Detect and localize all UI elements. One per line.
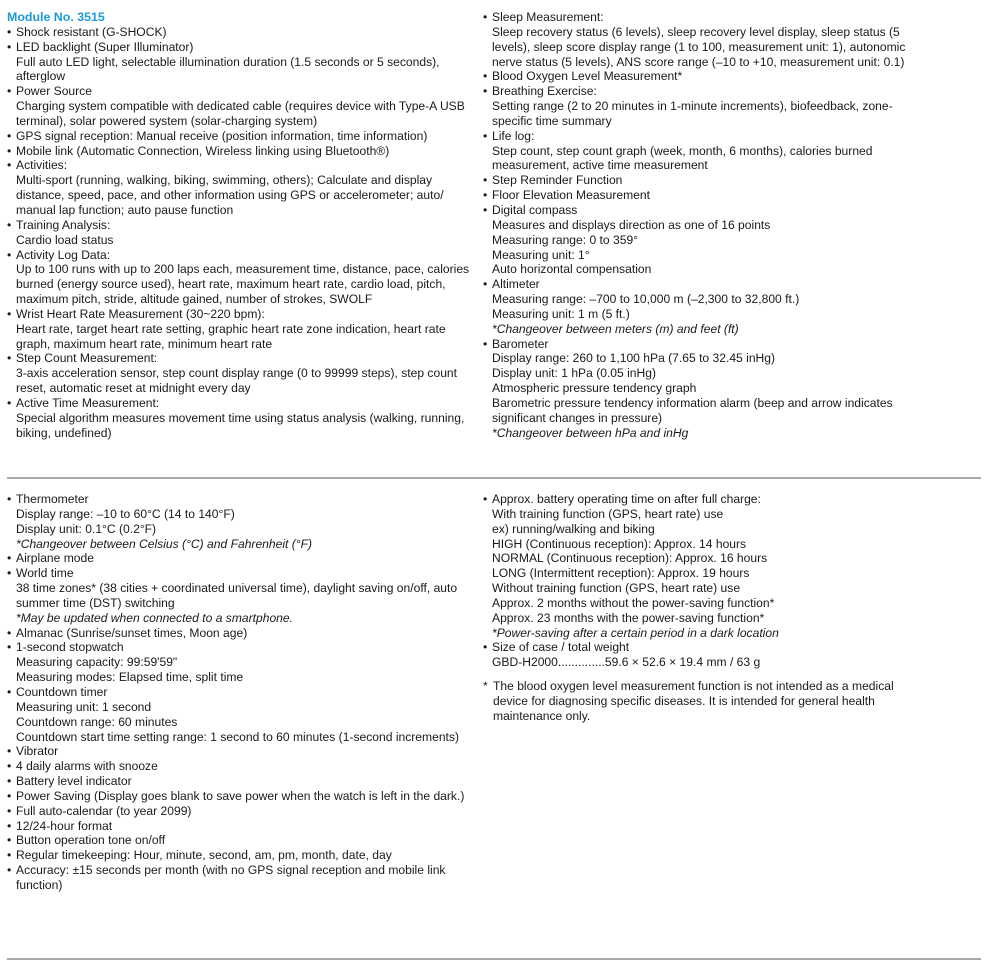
spec-item-title: Approx. battery operating time on after full charge: [492, 492, 761, 506]
spec-item-detail: 38 time zones* (38 cities + coordinated universal time), daylight saving on/off, auto [16, 581, 458, 596]
spec-item [483, 84, 973, 129]
bullet-icon: • [7, 744, 12, 759]
spec-item-detail: Measuring unit: 1 m (5 ft.) [492, 306, 630, 321]
spec-item-title: Floor Elevation Measurement [492, 188, 650, 203]
spec-item-detail: summer time (DST) switching [16, 595, 175, 610]
spec-item-note: *Power-saving after a certain period in a dark location [492, 625, 779, 640]
spec-column-right [483, 492, 973, 724]
spec-item-detail: Barometric pressure tendency information alarm (beep and arrow indicates [492, 395, 893, 410]
spec-item [483, 10, 973, 69]
spec-column-left [7, 492, 477, 893]
bullet-icon: • [483, 69, 488, 84]
bullet-icon: • [483, 277, 488, 292]
spec-item-title: Size of case / total weight [492, 640, 630, 655]
spec-section-bottom [0, 492, 990, 962]
spec-item-title: Step Count Measurement: [16, 351, 158, 366]
spec-item-title: Activity Log Data: [16, 247, 111, 262]
bullet-icon: • [7, 84, 12, 99]
spec-item-detail: Measures and displays direction as one of 16 points [492, 217, 771, 232]
spec-item-note: *Changeover between Celsius (°C) and Fahrenheit (°F) [16, 536, 313, 551]
bullet-icon: • [483, 10, 488, 24]
bullet-icon: • [7, 39, 12, 54]
bullet-icon: • [7, 551, 12, 566]
spec-item [7, 84, 477, 129]
spec-item-title: 12/24-hour format [16, 818, 113, 833]
bullet-icon: • [7, 640, 12, 655]
spec-item-title: Button operation tone on/off [16, 833, 166, 848]
spec-item-title: Active Time Measurement: [16, 395, 160, 410]
spec-item [483, 492, 973, 640]
spec-item-title: Mobile link (Automatic Connection, Wireless linking using Bluetooth®) [16, 143, 390, 158]
spec-item [7, 144, 477, 159]
section-divider [7, 477, 981, 479]
spec-item [483, 188, 973, 203]
footnote-marker: * [483, 679, 488, 694]
spec-item-detail: GBD-H2000..............59.6 × 52.6 × 19.4 mm / 63 g [492, 655, 761, 670]
spec-item [483, 129, 973, 174]
spec-item-detail: Cardio load status [16, 232, 114, 247]
spec-item-title: Breathing Exercise: [492, 84, 597, 99]
module-title: Module No. 3515 [7, 10, 105, 24]
spec-item-title: Regular timekeeping: Hour, minute, second, am, pm, month, date, day [16, 848, 392, 863]
spec-item [483, 337, 973, 441]
spec-column-right [483, 10, 973, 440]
bullet-icon: • [7, 306, 12, 321]
spec-item [483, 640, 973, 670]
spec-item-detail: Measuring unit: 1 second [16, 699, 152, 714]
spec-item [7, 819, 477, 834]
spec-item-title: Training Analysis: [16, 217, 111, 232]
spec-item [7, 351, 477, 396]
spec-item-detail: 3-axis acceleration sensor, step count display range (0 to 99999 steps), step count [16, 366, 458, 381]
spec-item-title: Vibrator [16, 744, 59, 759]
spec-item-detail: Full auto LED light, selectable illumination duration (1.5 seconds or 5 seconds), [16, 54, 440, 69]
bullet-icon: • [483, 173, 488, 188]
spec-item [7, 307, 477, 352]
spec-item [7, 744, 477, 759]
spec-item [7, 218, 477, 248]
spec-item-title: Barometer [492, 336, 549, 351]
spec-item-detail: NORMAL (Continuous reception): Approx. 16 hours [492, 551, 768, 566]
spec-item-detail: Auto horizontal compensation [492, 262, 652, 277]
spec-item [7, 804, 477, 819]
bullet-icon: • [483, 84, 488, 99]
bullet-icon: • [7, 759, 12, 774]
spec-item-detail: burned (energy source used), heart rate, maximum heart rate, cardio load, pitch, [16, 277, 446, 292]
spec-item [7, 492, 477, 551]
bullet-icon: • [7, 492, 12, 506]
spec-item-title: Accuracy: ±15 seconds per month (with no GPS signal reception and mobile link [16, 863, 446, 878]
spec-item [7, 640, 477, 685]
spec-item-title: Shock resistant (G-SHOCK) [16, 24, 167, 39]
spec-item-detail: Countdown range: 60 minutes [16, 714, 178, 729]
spec-item-title: Digital compass [492, 202, 578, 217]
bullet-icon: • [483, 492, 488, 506]
bullet-icon: • [7, 158, 12, 173]
spec-item-detail: distance, speed, pace, and other information using GPS or accelerometer; auto/ [16, 188, 444, 203]
spec-item-detail: maximum pitch, stride, altitude gained, number of strokes, SWOLF [16, 292, 373, 307]
spec-item-title: Full auto-calendar (to year 2099) [16, 803, 192, 818]
bullet-icon: • [7, 774, 12, 789]
spec-item-title: Sleep Measurement: [492, 10, 604, 24]
spec-item-detail: Step count, step count graph (week, month, 6 months), calories burned [492, 143, 873, 158]
spec-item-title: LED backlight (Super Illuminator) [16, 39, 194, 54]
spec-item-detail: Charging system compatible with dedicated cable (requires device with Type-A USB [16, 99, 465, 114]
spec-item [7, 789, 477, 804]
bullet-icon: • [7, 788, 12, 803]
spec-column-left [7, 10, 477, 440]
spec-item-detail: ex) running/walking and biking [492, 521, 655, 536]
bullet-icon: • [7, 395, 12, 410]
spec-item [7, 129, 477, 144]
bullet-icon: • [483, 128, 488, 143]
bullet-icon: • [483, 202, 488, 217]
spec-item [7, 566, 477, 625]
spec-item [7, 863, 477, 893]
spec-item-detail: manual lap function; auto pause function [16, 202, 234, 217]
spec-item-detail: levels), sleep score display range (1 to 100, measurement unit: 1), autonomic [492, 39, 906, 54]
bullet-icon: • [7, 848, 12, 863]
bullet-icon: • [7, 803, 12, 818]
spec-item-detail: LONG (Intermittent reception): Approx. 19 hours [492, 566, 750, 581]
spec-item-detail: Display unit: 0.1°C (0.2°F) [16, 521, 157, 536]
bullet-icon: • [7, 818, 12, 833]
spec-item-detail: Display range: –10 to 60°C (14 to 140°F) [16, 506, 235, 521]
bullet-icon: • [483, 336, 488, 351]
spec-item-detail: Display range: 260 to 1,100 hPa (7.65 to 32.45 inHg) [492, 351, 776, 366]
spec-item-detail: HIGH (Continuous reception): Approx. 14 hours [492, 536, 747, 551]
spec-item-detail: graph, maximum heart rate, minimum heart rate [16, 336, 273, 351]
bullet-icon: • [7, 217, 12, 232]
spec-item [7, 158, 477, 217]
spec-item [483, 277, 973, 336]
bullet-icon: • [7, 625, 12, 640]
bullet-icon: • [7, 351, 12, 366]
spec-item-detail: Multi-sport (running, walking, biking, swimming, others); Calculate and display [16, 173, 433, 188]
spec-item-detail: Countdown start time setting range: 1 second to 60 minutes (1-second increments) [16, 729, 459, 744]
spec-item-detail: biking, undefined) [16, 425, 112, 440]
spec-item [7, 833, 477, 848]
spec-item [7, 248, 477, 307]
spec-item-title: 4 daily alarms with snooze [16, 759, 158, 774]
spec-item-detail: With training function (GPS, heart rate) use [492, 506, 724, 521]
spec-item [7, 759, 477, 774]
spec-item-title: Thermometer [16, 492, 89, 506]
spec-item-detail: Approx. 23 months with the power-saving function* [492, 610, 765, 625]
bullet-icon: • [7, 247, 12, 262]
spec-item-detail: Display unit: 1 hPa (0.05 inHg) [492, 366, 657, 381]
bullet-icon: • [7, 833, 12, 848]
spec-item-title: Blood Oxygen Level Measurement* [492, 69, 683, 84]
bullet-icon: • [7, 24, 12, 39]
spec-item-detail: Measuring unit: 1° [492, 247, 590, 262]
spec-item-note: *Changeover between hPa and inHg [492, 425, 689, 440]
spec-item-title: GPS signal reception: Manual receive (position information, time information) [16, 128, 428, 143]
spec-item [7, 774, 477, 789]
spec-item [7, 685, 477, 744]
spec-item-detail: Setting range (2 to 20 minutes in 1-minute increments), biofeedback, zone- [492, 99, 893, 114]
spec-item-detail: terminal), solar powered system (solar-charging system) [16, 113, 318, 128]
footnote-text: The blood oxygen level measurement function is not intended as a medical [493, 679, 894, 694]
spec-item-title: Life log: [492, 128, 535, 143]
bullet-icon: • [7, 566, 12, 581]
spec-item-detail: Approx. 2 months without the power-saving function* [492, 595, 775, 610]
spec-item-title: Battery level indicator [16, 774, 132, 789]
bullet-icon: • [7, 684, 12, 699]
spec-item-detail: measurement, active time measurement [492, 158, 708, 173]
section-divider [7, 958, 981, 960]
spec-item-detail: reset, automatic reset at midnight every day [16, 381, 251, 396]
spec-item-title: 1-second stopwatch [16, 640, 124, 655]
spec-item-title: World time [16, 566, 74, 581]
spec-item [7, 848, 477, 863]
spec-item-title: Step Reminder Function [492, 173, 623, 188]
spec-item-detail: function) [16, 877, 63, 892]
spec-item-detail: Atmospheric pressure tendency graph [492, 381, 697, 396]
spec-item-title: Power Saving (Display goes blank to save power when the watch is left in the dark.) [16, 788, 465, 803]
spec-item [7, 25, 477, 40]
spec-item [7, 40, 477, 85]
spec-item-detail: Measuring range: 0 to 359° [492, 232, 639, 247]
spec-item-detail: Measuring modes: Elapsed time, split time [16, 670, 244, 685]
spec-item [483, 69, 973, 84]
spec-item-detail: Measuring range: –700 to 10,000 m (–2,300 to 32,800 ft.) [492, 292, 800, 307]
spec-item [7, 396, 477, 441]
spec-item-title: Power Source [16, 84, 92, 99]
footnote-text: maintenance only. [493, 708, 591, 723]
spec-item [483, 173, 973, 188]
spec-item-detail: Measuring capacity: 99:59'59" [16, 655, 178, 670]
spec-item-detail: Heart rate, target heart rate setting, graphic heart rate zone indication, heart rate [16, 321, 446, 336]
spec-item-detail: Without training function (GPS, heart rate) use [492, 581, 741, 596]
spec-item-detail: Up to 100 runs with up to 200 laps each, measurement time, distance, pace, calories [16, 262, 470, 277]
bullet-icon: • [483, 188, 488, 203]
spec-item-title: Airplane mode [16, 551, 94, 566]
spec-item-note: *May be updated when connected to a smartphone. [16, 610, 293, 625]
spec-item-title: Activities: [16, 158, 68, 173]
spec-item [483, 203, 973, 277]
spec-item-title: Altimeter [492, 277, 540, 292]
spec-item [7, 626, 477, 641]
bullet-icon: • [483, 640, 488, 655]
bullet-icon: • [7, 128, 12, 143]
spec-item-detail: afterglow [16, 69, 66, 84]
spec-item-detail: significant changes in pressure) [492, 410, 663, 425]
footnote [483, 679, 973, 724]
spec-item-title: Almanac (Sunrise/sunset times, Moon age) [16, 625, 248, 640]
spec-item-detail: specific time summary [492, 113, 612, 128]
spec-item-detail: Special algorithm measures movement time using status analysis (walking, running, [16, 410, 465, 425]
spec-item-detail: Sleep recovery status (6 levels), sleep recovery level display, sleep status (5 [492, 24, 900, 39]
spec-item-title: Countdown timer [16, 684, 108, 699]
bullet-icon: • [7, 863, 12, 878]
spec-item-title: Wrist Heart Rate Measurement (30~220 bpm): [16, 306, 265, 321]
spec-item-detail: nerve status (5 levels), ANS score range (–10 to +10, measurement unit: 0.1) [492, 54, 905, 69]
spec-section-top [0, 10, 990, 472]
spec-item [7, 551, 477, 566]
footnote-text: device for diagnosing specific diseases. It is intended for general health [493, 693, 875, 708]
spec-item-note: *Changeover between meters (m) and feet (ft) [492, 321, 739, 336]
bullet-icon: • [7, 143, 12, 158]
